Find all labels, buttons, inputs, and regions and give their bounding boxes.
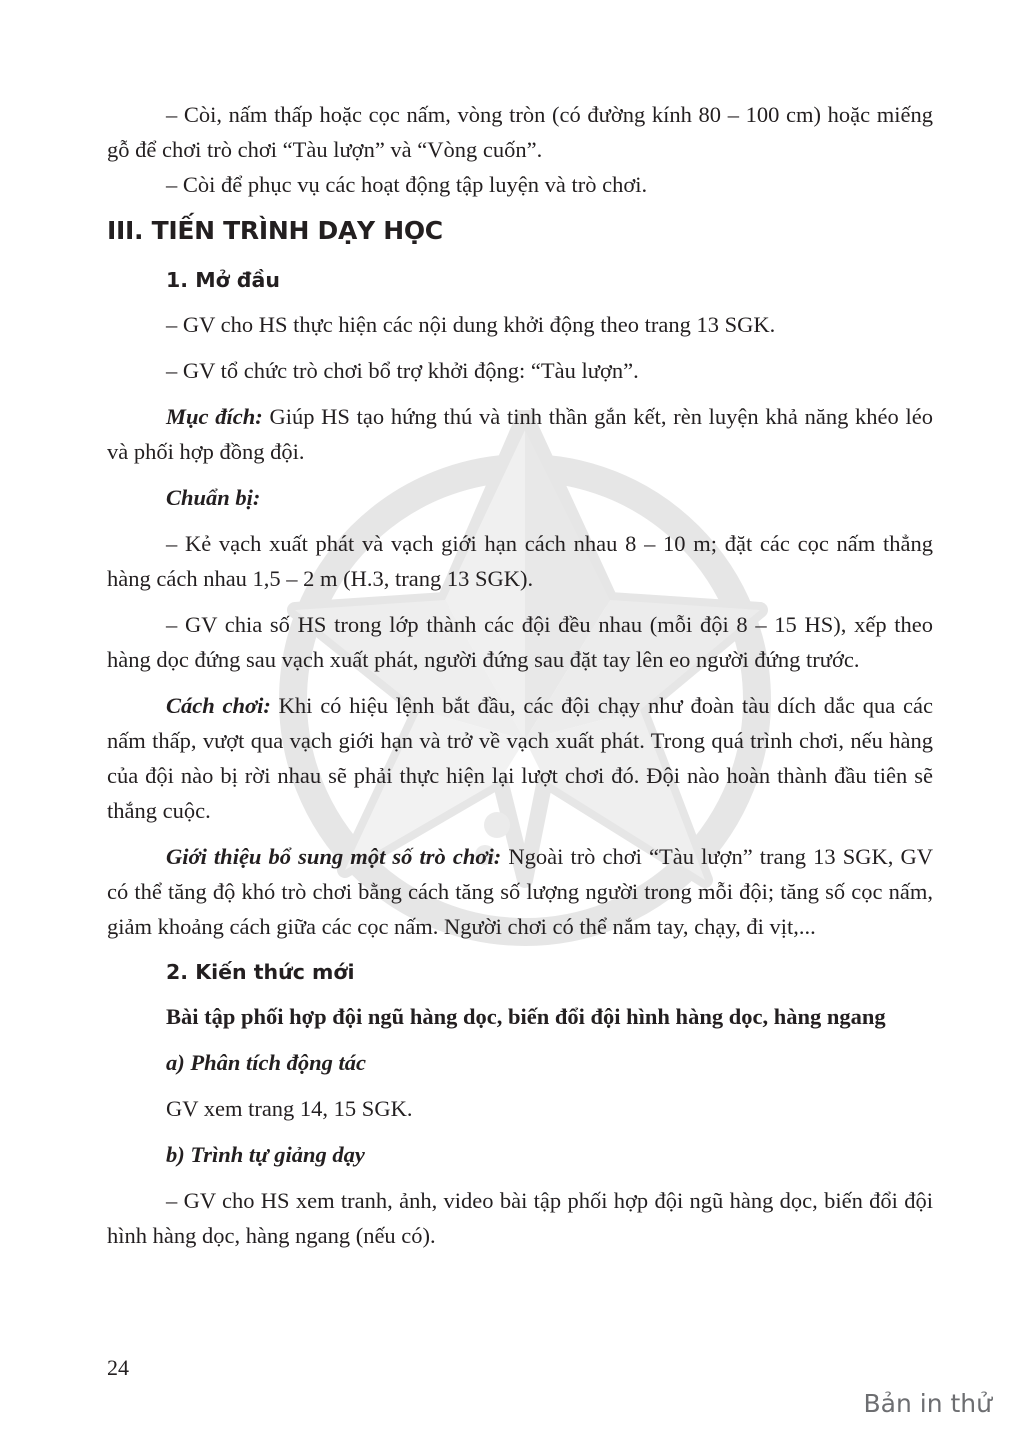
prep-paragraph (107, 480, 933, 515)
part-a-title: a) Phân tích động tác (166, 1050, 367, 1075)
part-b-text: – GV cho HS xem tranh, ảnh, video bài tập phối hợp đội ngũ hàng dọc, biến đổi đội hình hàng dọc, hàng ngang (nếu có). (107, 1188, 933, 1248)
extra-games-label: Giới thiệu bổ sung một số trò chơi: (166, 844, 502, 869)
prep-item-1: – Kẻ vạch xuất phát và vạch giới hạn cách nhau 8 – 10 m; đặt các cọc nấm thẳng hàng cách nhau 1,5 – 2 m (H.3, trang 13 SGK). (107, 531, 933, 591)
extra-games-text: Ngoài trò chơi “Tàu lượn” trang 13 SGK, GV có thể tăng độ khó trò chơi bằng cách tăng số lượng người trong mỗi đội; tăng số cọc nấm, giảm khoảng cách giữa các cọc nấm. Người chơi có thể nắm tay, chạy, đi vịt,... (107, 844, 933, 939)
page-number: 24 (107, 1355, 129, 1380)
draft-mark: Bản in thử (863, 1389, 992, 1418)
subsection-1-title: 1. Mở đầu (166, 268, 280, 292)
purpose-text: Giúp HS tạo hứng thú và tinh thần gắn kết, rèn luyện khả năng khéo léo và phối hợp đồng đội. (107, 404, 934, 464)
materials-item-2: – Còi để phục vụ các hoạt động tập luyện và trò chơi. (166, 172, 648, 197)
howto-label: Cách chơi: (166, 693, 271, 718)
extra-games-paragraph (107, 839, 933, 944)
page-content (107, 97, 933, 1253)
purpose-label: Mục đích: (166, 404, 263, 429)
warmup-item-1: – GV cho HS thực hiện các nội dung khởi động theo trang 13 SGK. (166, 312, 776, 337)
part-b-title: b) Trình tự giảng dạy (166, 1142, 365, 1167)
section-title: III. TIẾN TRÌNH DẠY HỌC (107, 216, 443, 245)
exercise-title: Bài tập phối hợp đội ngũ hàng dọc, biến đổi đội hình hàng dọc, hàng ngang (166, 1004, 886, 1029)
materials-item-1: – Còi, nấm thấp hoặc cọc nấm, vòng tròn (có đường kính 80 – 100 cm) hoặc miếng gỗ để chơi trò chơi “Tàu lượn” và “Vòng cuốn”. (107, 102, 933, 162)
prep-item-2: – GV chia số HS trong lớp thành các đội đều nhau (mỗi đội 8 – 15 HS), xếp theo hàng dọc đứng sau vạch xuất phát, người đứng sau đặt tay lên eo người đứng trước. (107, 612, 933, 672)
subsection-2-title: 2. Kiến thức mới (166, 960, 355, 984)
purpose-paragraph (107, 399, 933, 469)
howto-paragraph (107, 688, 933, 828)
prep-label: Chuẩn bị: (166, 485, 261, 510)
howto-text: Khi có hiệu lệnh bắt đầu, các đội chạy như đoàn tàu dích dắc qua các nấm thấp, vượt qua vạch giới hạn và trở về vạch xuất phát. Trong quá trình chơi, nếu hàng của đội nào bị rời nhau sẽ phải thực hiện lại lượt chơi đó. Đội nào hoàn thành đầu tiên sẽ thắng cuộc. (107, 693, 934, 823)
part-a-text: GV xem trang 14, 15 SGK. (166, 1096, 413, 1121)
warmup-item-2: – GV tổ chức trò chơi bổ trợ khởi động: “Tàu lượn”. (166, 358, 639, 383)
